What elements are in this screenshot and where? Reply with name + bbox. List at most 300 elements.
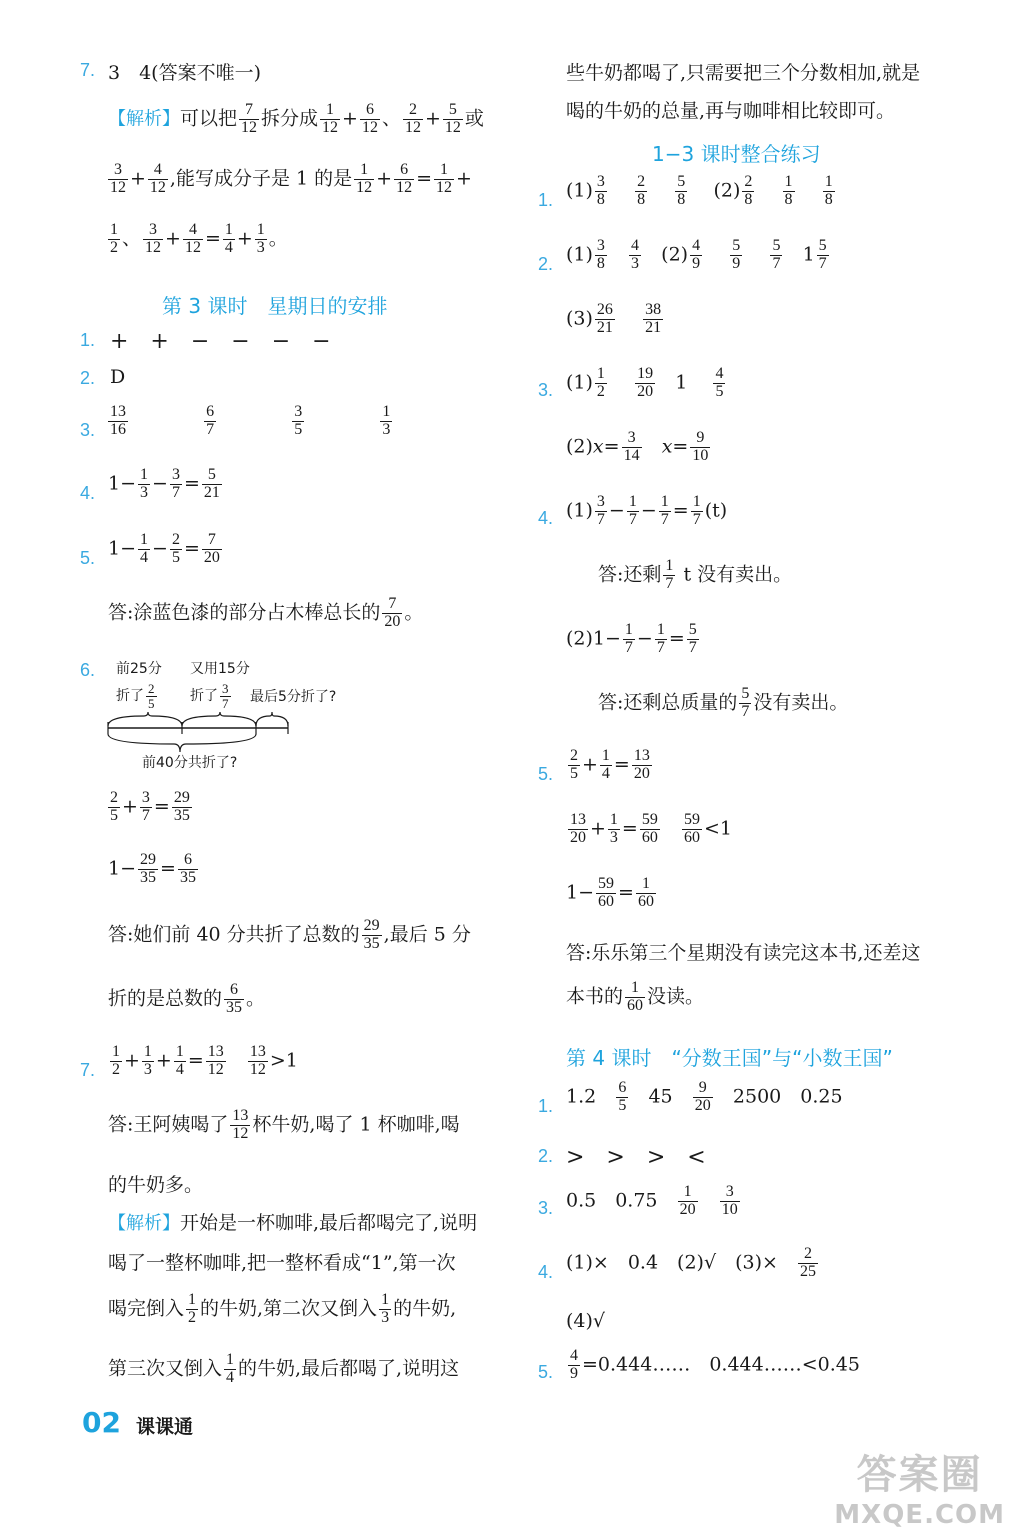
denominator: 20 xyxy=(637,382,654,400)
numerator: 1 xyxy=(624,621,633,638)
denominator: 7 xyxy=(206,420,215,438)
answer-sentence: 答:还剩总质量的 $\frac{5}{7}$ 没有卖出。 xyxy=(598,685,849,720)
fraction xyxy=(380,404,392,439)
numerator: 2 xyxy=(148,681,155,696)
item-number: 3. xyxy=(538,1198,554,1218)
numerator: 4 xyxy=(188,221,197,238)
numerator: 3 xyxy=(141,789,150,806)
fraction xyxy=(675,174,687,209)
answer-line: $\frac{2}{5}$ + $\frac{3}{7}$ = $\frac{29}{35}$ xyxy=(110,789,190,824)
fraction xyxy=(568,748,580,783)
numerator: 1 xyxy=(112,1043,120,1060)
answer-text: (4)√ xyxy=(566,1310,606,1332)
watermark-logo xyxy=(834,1443,1005,1530)
denominator: 60 xyxy=(637,892,654,910)
numerator: 1 xyxy=(824,173,833,190)
numerator: 2 xyxy=(804,1245,813,1262)
denominator: 8 xyxy=(784,190,793,208)
bracket-diagram xyxy=(104,712,304,754)
answer-line: $\frac{2}{5}$ + $\frac{1}{4}$ = $\frac{13}{20}$ xyxy=(570,747,650,782)
denominator: 14 xyxy=(623,446,640,464)
item-number: 4. xyxy=(538,508,554,528)
answer-sentence: 答:她们前 40 分共折了总数的 $\frac{29}{35}$ ,最后 5 分 xyxy=(108,917,471,952)
fraction xyxy=(434,162,454,197)
fraction xyxy=(248,1044,268,1079)
item-number: 5. xyxy=(80,548,96,568)
numerator: 29 xyxy=(363,917,380,934)
fraction xyxy=(146,682,157,710)
fraction xyxy=(172,790,192,825)
fraction xyxy=(730,238,742,273)
fraction xyxy=(174,1044,186,1079)
analysis-line: $\frac{3}{12}$ + $\frac{4}{12}$ ,能写成分子是 1 的是 $\frac{1}{12}$ + $\frac{6}{12}$ = $\frac{1}{12}$ + xyxy=(110,161,472,196)
denominator: 7 xyxy=(596,510,605,528)
denominator: 21 xyxy=(203,483,220,501)
denominator: 5 xyxy=(148,695,155,711)
answer-sentence: 答:涂蓝色漆的部分占木棒总长的 $\frac{7}{20}$ 。 xyxy=(108,595,424,630)
answer-sentence: 答:还剩 $\frac{1}{7}$ t 没有卖出。 xyxy=(598,557,793,592)
denominator: 12 xyxy=(149,178,166,196)
numerator: 5 xyxy=(688,621,697,638)
denominator: 3 xyxy=(609,828,618,846)
item-number: 1. xyxy=(80,330,96,350)
fraction xyxy=(224,982,244,1017)
answer-line: (2)x= $\frac{3}{14}$ x= $\frac{9}{10}$ xyxy=(566,429,709,464)
numerator: 19 xyxy=(637,365,654,382)
denominator: 3 xyxy=(631,254,640,272)
denominator: 35 xyxy=(173,806,190,824)
denominator: 12 xyxy=(184,238,201,256)
denominator: 12 xyxy=(396,178,413,196)
fraction xyxy=(255,222,267,257)
fraction xyxy=(568,1348,580,1383)
fraction xyxy=(568,812,588,847)
fraction xyxy=(595,366,607,401)
denominator: 7 xyxy=(656,638,665,656)
item-number: 1. xyxy=(538,1096,554,1116)
analysis-line: 【解析】开始是一杯咖啡,最后都喝完了,说明 xyxy=(108,1212,478,1234)
numerator: 3 xyxy=(222,681,229,696)
numerator: 1 xyxy=(784,173,793,190)
numerator: 4 xyxy=(570,1347,578,1364)
fraction xyxy=(655,622,667,657)
numerator: 26 xyxy=(596,301,613,318)
denominator: 9 xyxy=(570,1364,578,1382)
item-number: 2. xyxy=(538,254,554,274)
fraction xyxy=(138,467,150,502)
denominator: 2 xyxy=(188,1308,197,1326)
denominator: 21 xyxy=(596,318,613,336)
denominator: 60 xyxy=(683,828,700,846)
denominator: 7 xyxy=(741,702,750,720)
denominator: 5 xyxy=(570,764,578,782)
denominator: 25 xyxy=(800,1262,817,1280)
section-heading: 1−3 课时整合练习 xyxy=(652,142,821,166)
fraction xyxy=(596,876,616,911)
denominator: 8 xyxy=(596,254,605,272)
numerator: 1 xyxy=(360,161,369,178)
numerator: 6 xyxy=(206,403,215,420)
fraction xyxy=(742,174,754,209)
answer-sentence: 本书的 $\frac{1}{60}$ 没读。 xyxy=(566,979,705,1014)
numerator: 1 xyxy=(656,621,665,638)
answer-line: 1− $\frac{29}{35}$ = $\frac{6}{35}$ xyxy=(108,851,196,886)
denominator: 5 xyxy=(294,420,303,438)
answer-text: > > > < xyxy=(566,1145,706,1170)
analysis-line: 喝完倒入 $\frac{1}{2}$ 的牛奶,第二次又倒入 $\frac{1}{3}$ 的牛奶, xyxy=(108,1291,457,1326)
numerator: 1 xyxy=(326,101,335,118)
analysis-tag: 【解析】 xyxy=(108,108,180,130)
denominator: 12 xyxy=(361,118,378,136)
denominator: 7 xyxy=(692,510,701,528)
fraction xyxy=(140,790,152,825)
fraction xyxy=(108,162,128,197)
denominator: 35 xyxy=(226,998,243,1016)
section-heading: 第 4 课时 “分数王国”与“小数王国” xyxy=(566,1046,893,1070)
denominator: 60 xyxy=(627,996,644,1014)
numerator: 1 xyxy=(382,403,391,420)
fraction xyxy=(202,532,222,567)
numerator: 3 xyxy=(294,403,303,420)
numerator: 1 xyxy=(628,493,637,510)
item-number: 4. xyxy=(80,483,96,503)
numerator: 6 xyxy=(365,101,374,118)
fraction xyxy=(379,1292,391,1327)
item-number: 6. xyxy=(80,660,96,680)
fraction xyxy=(823,174,835,209)
item-number: 7. xyxy=(80,60,96,80)
denominator: 21 xyxy=(645,318,662,336)
fraction xyxy=(362,918,382,953)
numerator: 3 xyxy=(596,237,605,254)
numerator: 13 xyxy=(110,403,126,420)
fraction xyxy=(663,558,675,593)
denominator: 7 xyxy=(171,483,180,501)
denominator: 4 xyxy=(140,548,149,566)
numerator: 7 xyxy=(245,101,254,118)
denominator: 4 xyxy=(226,1368,235,1386)
analysis-line: $\frac{1}{2}$ 、 $\frac{3}{12}$ + $\frac{4}{12}$ = $\frac{1}{4}$ + $\frac{1}{3}$ 。 xyxy=(110,221,288,256)
item-number: 1. xyxy=(538,190,554,210)
numerator: 6 xyxy=(183,851,192,868)
fraction xyxy=(320,102,340,137)
fraction xyxy=(635,366,655,401)
fraction xyxy=(110,1044,122,1079)
numerator: 4 xyxy=(715,365,724,382)
denominator: 12 xyxy=(322,118,339,136)
denominator: 2 xyxy=(110,238,118,256)
numerator: 5 xyxy=(732,237,741,254)
fraction xyxy=(595,174,607,209)
numerator: 1 xyxy=(601,747,610,764)
fraction xyxy=(403,102,423,137)
denominator: 4 xyxy=(175,1060,184,1078)
numerator: 2 xyxy=(570,747,578,764)
fraction xyxy=(108,222,120,257)
denominator: 4 xyxy=(601,764,610,782)
item-number: 3. xyxy=(538,380,554,400)
numerator: 1 xyxy=(596,365,605,382)
numerator: 4 xyxy=(692,237,701,254)
numerator: 4 xyxy=(153,161,162,178)
denominator: 7 xyxy=(628,510,637,528)
numerator: 29 xyxy=(173,789,190,806)
answer-line: 1− $\frac{59}{60}$ = $\frac{1}{60}$ xyxy=(566,875,654,910)
numerator: 2 xyxy=(408,101,417,118)
numerator: 13 xyxy=(570,811,586,828)
analysis-line: 喝的牛奶的总量,再与咖啡相比较即可。 xyxy=(566,100,896,122)
answer-line: $\frac{1}{2}$ + $\frac{1}{3}$ + $\frac{1}{4}$ = $\frac{13}{12}$ $\frac{13}{12}$ >1 xyxy=(112,1043,298,1078)
numerator: 59 xyxy=(683,811,700,828)
fraction xyxy=(627,494,639,529)
fraction xyxy=(632,748,652,783)
fraction xyxy=(643,302,663,337)
fraction xyxy=(693,1080,713,1115)
denominator: 3 xyxy=(382,420,391,438)
numerator: 5 xyxy=(207,466,216,483)
fraction xyxy=(382,596,402,631)
numerator: 1 xyxy=(226,1351,235,1368)
denominator: 7 xyxy=(624,638,633,656)
numerator: 2 xyxy=(171,531,180,548)
numerator: 6 xyxy=(400,161,409,178)
fraction xyxy=(595,238,607,273)
numerator: 4 xyxy=(631,237,640,254)
fraction xyxy=(178,852,198,887)
fraction xyxy=(623,622,635,657)
denominator: 8 xyxy=(596,190,605,208)
analysis-line: 喝了一整杯咖啡,把一整杯看成“1”,第一次 xyxy=(108,1252,456,1274)
fraction xyxy=(183,222,203,257)
numerator: 1 xyxy=(381,1291,390,1308)
numerator: 3 xyxy=(171,466,180,483)
numerator: 1 xyxy=(683,1183,692,1200)
denominator: 16 xyxy=(110,420,126,438)
fraction xyxy=(690,238,702,273)
numerator: 1 xyxy=(256,221,265,238)
denominator: 35 xyxy=(179,868,196,886)
denominator: 60 xyxy=(598,892,615,910)
fraction xyxy=(691,494,703,529)
denominator: 3 xyxy=(143,1060,152,1078)
denominator: 5 xyxy=(715,382,724,400)
numerator: 5 xyxy=(772,237,781,254)
numerator: 1 xyxy=(631,979,640,996)
numerator: 1 xyxy=(188,1291,197,1308)
denominator: 7 xyxy=(665,574,674,592)
denominator: 60 xyxy=(641,828,658,846)
denominator: 20 xyxy=(694,1096,711,1114)
answer-line: 1− $\frac{1}{4}$ − $\frac{2}{5}$ = $\frac{7}{20}$ xyxy=(108,531,220,566)
numerator: 2 xyxy=(110,789,118,806)
answer-line xyxy=(106,404,394,439)
fraction xyxy=(625,980,645,1015)
section-heading: 第 3 课时 星期日的安排 xyxy=(162,294,388,318)
fraction xyxy=(608,812,620,847)
denominator: 20 xyxy=(384,612,401,630)
denominator: 12 xyxy=(404,118,421,136)
numerator: 5 xyxy=(818,237,827,254)
denominator: 20 xyxy=(203,548,220,566)
denominator: 8 xyxy=(824,190,833,208)
denominator: 7 xyxy=(772,254,781,272)
fraction xyxy=(108,790,120,825)
fraction xyxy=(230,1108,250,1143)
fraction xyxy=(690,430,710,465)
denominator: 8 xyxy=(677,190,686,208)
numerator: 7 xyxy=(388,595,397,612)
fraction xyxy=(640,812,660,847)
numerator: 13 xyxy=(633,747,650,764)
fraction xyxy=(202,467,222,502)
answer-line: 1− $\frac{1}{3}$ − $\frac{3}{7}$ = $\frac{5}{21}$ xyxy=(108,466,220,501)
numerator: 7 xyxy=(207,531,216,548)
line-segment-diagram: 前25分 又用15分 折了 $\frac{2}{5}$ 折了 $\frac{3}{7}$ 最后5分折了? 前40分共折了? xyxy=(104,654,404,774)
item-number: 3. xyxy=(80,420,96,440)
denominator: 35 xyxy=(140,868,157,886)
fraction xyxy=(443,102,463,137)
watermark-url: MXQE.COM xyxy=(834,1500,1005,1530)
denominator: 3 xyxy=(256,238,265,256)
answer-sentence: 折的是总数的 $\frac{6}{35}$ 。 xyxy=(108,981,266,1016)
answer-line: $\frac{4}{9}$ =0.444…… 0.444……<0.45 xyxy=(570,1347,860,1382)
numerator: 6 xyxy=(230,981,239,998)
denominator: 8 xyxy=(637,190,646,208)
fraction xyxy=(817,238,829,273)
fraction xyxy=(687,622,699,657)
numerator: 1 xyxy=(660,493,669,510)
denominator: 20 xyxy=(570,828,586,846)
numerator: 1 xyxy=(143,1043,152,1060)
answer-sentence: 答:王阿姨喝了 $\frac{13}{12}$ 杯牛奶,喝了 1 杯咖啡,喝 xyxy=(108,1107,460,1142)
denominator: 7 xyxy=(818,254,827,272)
numerator: 59 xyxy=(641,811,658,828)
fraction xyxy=(600,748,612,783)
numerator: 3 xyxy=(596,493,605,510)
answer-text: + + − − − − xyxy=(110,329,331,354)
denominator: 10 xyxy=(721,1200,738,1218)
numerator: 1 xyxy=(665,557,674,574)
fraction xyxy=(239,102,259,137)
numerator: 3 xyxy=(114,161,122,178)
numerator: 1 xyxy=(140,531,149,548)
fraction xyxy=(204,404,216,439)
answer-text: D xyxy=(110,366,126,388)
denominator: 2 xyxy=(596,382,605,400)
answer-line: (1) $\frac{3}{7}$ − $\frac{1}{7}$ − $\frac{1}{7}$ = $\frac{1}{7}$ (t) xyxy=(566,493,728,528)
fraction xyxy=(635,174,647,209)
fraction xyxy=(682,812,702,847)
numerator: 13 xyxy=(207,1043,224,1060)
analysis-line: 【解析】可以把 $\frac{7}{12}$ 拆分成 $\frac{1}{12}$ + $\frac{6}{12}$ 、 $\frac{2}{12}$ + $\frac{5}{12}$ 或 xyxy=(108,101,484,136)
numerator: 5 xyxy=(741,685,750,702)
fraction xyxy=(170,532,182,567)
denominator: 7 xyxy=(660,510,669,528)
numerator: 1 xyxy=(224,221,233,238)
fraction xyxy=(394,162,414,197)
denominator: 4 xyxy=(224,238,233,256)
page-number: 02 xyxy=(82,1406,121,1439)
numerator: 3 xyxy=(627,429,636,446)
answer-line: 1.2 $\frac{6}{5}$ 45 $\frac{9}{20}$ 2500 0.25 xyxy=(566,1079,843,1114)
fraction xyxy=(206,1044,226,1079)
numerator: 9 xyxy=(696,429,705,446)
denominator: 2 xyxy=(112,1060,120,1078)
fraction xyxy=(770,238,782,273)
denominator: 8 xyxy=(744,190,753,208)
denominator: 5 xyxy=(110,806,118,824)
denominator: 3 xyxy=(381,1308,390,1326)
fraction xyxy=(143,222,163,257)
fraction xyxy=(798,1246,818,1281)
denominator: 12 xyxy=(232,1124,249,1142)
item-number: 7. xyxy=(80,1060,96,1080)
fraction xyxy=(108,404,128,439)
fraction xyxy=(739,686,751,721)
fraction xyxy=(616,1080,628,1115)
item-number: 5. xyxy=(538,1362,554,1382)
denominator: 20 xyxy=(679,1200,696,1218)
numerator: 3 xyxy=(149,221,158,238)
denominator: 12 xyxy=(444,118,461,136)
fraction xyxy=(354,162,374,197)
numerator: 5 xyxy=(677,173,686,190)
fraction xyxy=(220,682,231,710)
numerator: 6 xyxy=(618,1079,627,1096)
analysis-tag: 【解析】 xyxy=(108,1213,180,1234)
denominator: 12 xyxy=(241,118,258,136)
answer-line: (1) $\frac{3}{8}$ $\frac{4}{3}$ (2) $\frac{4}{9}$ $\frac{5}{9}$ $\frac{5}{7}$ 1 $\frac{5}{7}$ xyxy=(566,237,827,272)
brand-name: 课课通 xyxy=(136,1416,194,1438)
answer-line: $\frac{13}{20}$ + $\frac{1}{3}$ = $\frac{59}{60}$ $\frac{59}{60}$ <1 xyxy=(570,811,732,846)
denominator: 10 xyxy=(692,446,709,464)
fraction xyxy=(713,366,725,401)
denominator: 5 xyxy=(618,1096,627,1114)
numerator: 1 xyxy=(439,161,448,178)
numerator: 2 xyxy=(744,173,753,190)
denominator: 12 xyxy=(207,1060,224,1078)
denominator: 9 xyxy=(692,254,701,272)
numerator: 1 xyxy=(609,811,618,828)
item-number: 2. xyxy=(80,368,96,388)
numerator: 38 xyxy=(645,301,662,318)
fraction xyxy=(622,430,642,465)
fraction xyxy=(148,162,168,197)
numerator: 1 xyxy=(110,221,118,238)
analysis-line: 第三次又倒入 $\frac{1}{4}$ 的牛奶,最后都喝了,说明这 xyxy=(108,1351,460,1386)
fraction xyxy=(595,302,615,337)
watermark-text: 答案圈 xyxy=(856,1452,983,1498)
numerator: 9 xyxy=(698,1079,707,1096)
fraction xyxy=(783,174,795,209)
fraction xyxy=(720,1184,740,1219)
fraction xyxy=(678,1184,698,1219)
denominator: 7 xyxy=(688,638,697,656)
numerator: 5 xyxy=(448,101,457,118)
answer-line: (3) $\frac{26}{21}$ $\frac{38}{21}$ xyxy=(566,301,662,336)
answer-line: (1) $\frac{1}{2}$ $\frac{19}{20}$ 1 $\frac{4}{5}$ xyxy=(566,365,724,400)
answer-line: (1)× 0.4 (2)√ (3)× $\frac{2}{25}$ xyxy=(566,1245,817,1280)
fraction xyxy=(629,238,641,273)
numerator: 13 xyxy=(249,1043,266,1060)
fraction xyxy=(142,1044,154,1079)
fraction xyxy=(138,532,150,567)
denominator: 7 xyxy=(222,695,229,711)
numerator: 2 xyxy=(637,173,646,190)
fraction xyxy=(186,1292,198,1327)
fraction xyxy=(636,876,656,911)
denominator: 12 xyxy=(435,178,452,196)
